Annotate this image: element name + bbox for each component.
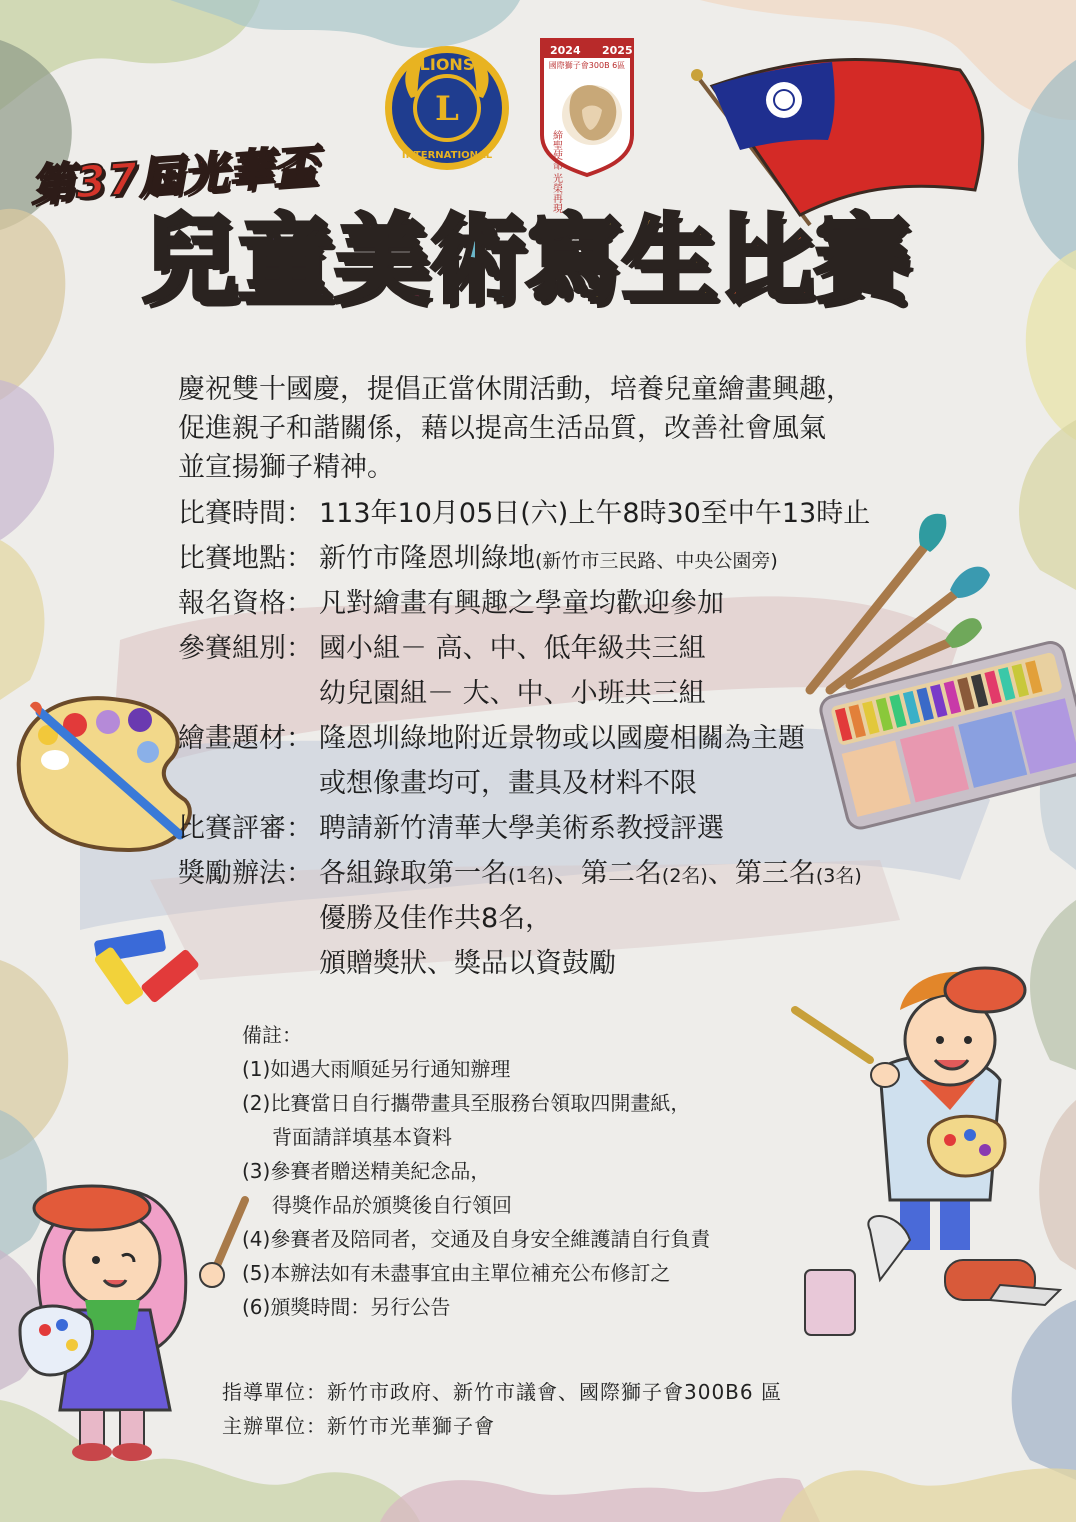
detail-value: 聘請新竹清華大學美術系教授評選 — [319, 813, 724, 844]
detail-value: 113年10月05日(六)上午8時30至中午13時止 — [319, 498, 871, 529]
note-item: (5)本辦法如有未盡事宜由主單位補充公布修訂之 — [242, 1261, 671, 1285]
host-unit: 主辦單位：新竹市光華獅子會 — [222, 1414, 495, 1438]
note-item: 得獎作品於頒獎後自行領回 — [272, 1193, 512, 1217]
detail-awards — [178, 851, 958, 896]
detail-awards-2 — [178, 896, 958, 941]
badge-top-text: 國際獅子會300B 6區 — [548, 61, 626, 70]
intro-paragraph — [178, 370, 938, 487]
detail-note: (新竹市三民路、中央公園旁) — [535, 550, 778, 572]
badge-slogan: 締聖使命 光榮再現 — [550, 130, 562, 214]
detail-value: 優勝及佳作共8名， — [319, 903, 553, 934]
title-char-6: 生 — [622, 204, 718, 316]
edition-title: 第37屆光華盃 — [28, 140, 320, 212]
detail-value: 國小組－ 高、中、低年級共三組 — [319, 633, 706, 664]
notes-title: 備註： — [242, 1023, 302, 1047]
detail-label: 比賽地點： — [178, 543, 313, 574]
intro-line: 慶祝雙十國慶，提倡正當休閒活動，培養兒童繪畫興趣， — [178, 374, 853, 405]
detail-value: 幼兒園組－ 大、中、小班共三組 — [319, 678, 706, 709]
award-text: 、第三名 — [707, 858, 816, 889]
award-text: 、第二名 — [553, 858, 662, 889]
intro-line: 促進親子和諧關係，藉以提高生活品質，改善社會風氣 — [178, 413, 826, 444]
detail-value: 或想像畫均可，畫具及材料不限 — [319, 768, 697, 799]
award-count: (2名) — [661, 865, 708, 887]
main-title — [142, 204, 910, 316]
detail-value: 隆恩圳綠地附近景物或以國慶相關為主題 — [319, 723, 805, 754]
title-char-3: 美 — [334, 204, 430, 316]
girl-painter-illustration — [20, 1186, 245, 1461]
detail-groups — [178, 626, 958, 671]
note-item: (3)參賽者贈送精美紀念品， — [242, 1159, 491, 1183]
detail-groups-2 — [178, 671, 958, 716]
detail-judges — [178, 806, 958, 851]
guide-unit: 指導單位：新竹市政府、新竹市議會、國際獅子會300B6 區 — [222, 1380, 782, 1404]
detail-label: 獎勵辦法： — [178, 858, 313, 889]
roc-flag-icon — [691, 59, 983, 225]
note-item: (2)比賽當日自行攜帶畫具至服務台領取四開畫紙， — [242, 1091, 691, 1115]
svg-text:L: L — [435, 89, 459, 129]
detail-time — [178, 491, 958, 536]
note-item: (1)如遇大雨順延另行通知辦理 — [242, 1057, 511, 1081]
note-item: (6)頒獎時間：另行公告 — [242, 1295, 451, 1319]
title-char-2: 童 — [238, 204, 334, 316]
boy-painter-illustration — [795, 968, 1060, 1335]
organizers — [222, 1375, 782, 1443]
detail-place — [178, 536, 958, 581]
badge-year-left: 2024 — [550, 44, 581, 57]
lions-logo-top-text: LIONS — [419, 55, 475, 74]
note-item: 背面請詳填基本資料 — [272, 1125, 452, 1149]
note-item: (4)參賽者及陪同者，交通及自身安全維護請自行負責 — [242, 1227, 711, 1251]
detail-label: 參賽組別： — [178, 633, 313, 664]
detail-awards-3 — [178, 941, 958, 986]
title-char-5: 寫 — [526, 204, 622, 316]
artist-palette-icon — [19, 698, 190, 850]
lions-logo — [385, 46, 509, 170]
district-badge — [542, 40, 633, 214]
intro-line: 並宣揚獅子精神。 — [178, 452, 394, 483]
award-count: (1名) — [508, 865, 554, 887]
detail-value: 新竹市隆恩圳綠地 — [319, 543, 535, 574]
detail-label: 比賽評審： — [178, 813, 313, 844]
lions-logo-bottom-text: INTERNATIONAL — [401, 150, 493, 161]
award-text: 各組錄取第一名 — [319, 858, 508, 889]
detail-label: 比賽時間： — [178, 498, 313, 529]
title-char-8: 賽 — [814, 204, 910, 316]
detail-label: 報名資格： — [178, 588, 313, 619]
detail-subject-2 — [178, 761, 958, 806]
detail-eligibility — [178, 581, 958, 626]
award-count: (3名) — [815, 865, 862, 887]
notes-section — [242, 1018, 710, 1324]
title-char-1: 兒 — [142, 204, 238, 316]
title-char-7: 比 — [718, 204, 814, 316]
event-details — [178, 491, 958, 986]
badge-year-right: 2025 — [602, 44, 633, 57]
detail-value: 頒贈獎狀、獎品以資鼓勵 — [319, 948, 616, 979]
detail-label: 繪畫題材： — [178, 723, 313, 754]
detail-value: 凡對繪畫有興趣之學童均歡迎參加 — [319, 588, 724, 619]
title-char-4: 術 — [430, 204, 526, 316]
detail-subject — [178, 716, 958, 761]
